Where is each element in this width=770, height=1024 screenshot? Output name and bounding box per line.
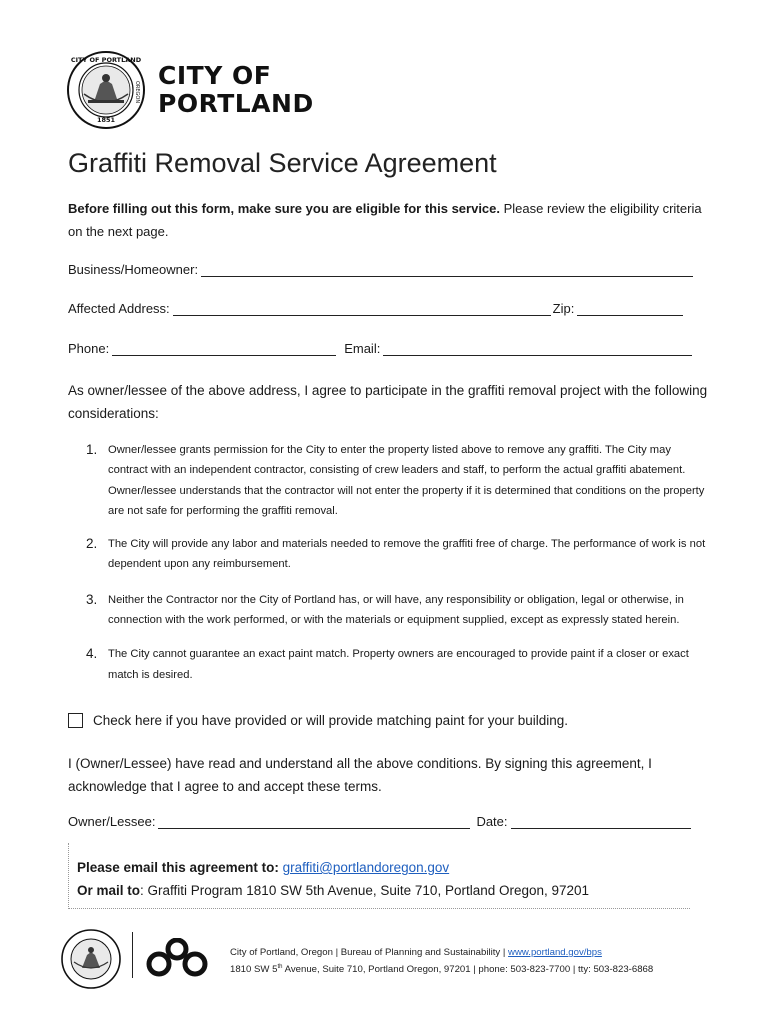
footer-line2 <box>230 960 653 977</box>
term-number: 1. <box>86 442 98 457</box>
footer-divider <box>132 932 133 978</box>
footer-seal-logo <box>60 928 122 990</box>
seal-bottom-text: OREGON <box>134 80 140 104</box>
footer-text <box>230 945 653 977</box>
footer-address-sup: th <box>277 964 283 970</box>
page-header <box>66 50 314 130</box>
terms-list <box>86 440 706 685</box>
term-text: Neither the Contractor nor the City of Portland has, or will have, any responsibility or obligation, legal or otherwise, in connection with the work performed, or with the materials or equipment supplied, except as expressly stated herein. <box>108 593 684 627</box>
intro-text <box>68 197 708 243</box>
bps-logo <box>144 938 210 978</box>
footer-address-a: 1810 SW 5 <box>230 964 278 976</box>
business-row <box>68 262 693 277</box>
owner-label: Owner/Lessee: <box>68 814 156 829</box>
business-input-line[interactable] <box>201 262 693 277</box>
term-item <box>86 440 706 521</box>
email-label: Email: <box>344 341 381 356</box>
intro-normal: Please review the eligibility criteria on the next page. <box>68 201 702 239</box>
footer-org: City of Portland, Oregon | Bureau of Planning and Sustainability | <box>230 947 509 958</box>
page-title: Graffiti Removal Service Agreement <box>68 148 497 178</box>
signature-row <box>68 814 691 829</box>
paint-checkbox-row <box>68 713 568 728</box>
email-input-line[interactable] <box>383 341 692 356</box>
phone-email-row <box>68 341 692 356</box>
acknowledgement-text: I (Owner/Lessee) have read and understand all the above conditions. By signing this agreement, I acknowledge that I agree to and accept these terms. <box>68 756 652 794</box>
footer-line1 <box>230 945 653 960</box>
term-item <box>86 644 706 685</box>
contact-box <box>68 843 690 909</box>
email-link[interactable]: graffiti@portlandoregon.gov <box>282 860 450 875</box>
org-name-line1: CITY OF <box>158 61 272 90</box>
address-input-line[interactable] <box>173 301 551 316</box>
agreement-intro: As owner/lessee of the above address, I agree to participate in the graffiti removal project with the following considerations: <box>68 383 708 421</box>
mail-instruction <box>77 879 690 902</box>
address-label: Affected Address: <box>68 301 170 316</box>
org-name <box>158 62 314 118</box>
zip-input-line[interactable] <box>577 301 683 316</box>
org-name-line2: PORTLAND <box>158 89 314 118</box>
footer-address-b: Avenue, Suite 710, Portland Oregon, 97201 | phone: 503-823-7700 | tty: 503-823-6868 <box>282 964 654 976</box>
seal-year-text: 1851 <box>96 116 116 124</box>
paint-checkbox[interactable] <box>68 713 83 728</box>
business-label: Business/Homeowner: <box>68 262 199 277</box>
zip-label: Zip: <box>552 301 575 316</box>
term-item <box>86 534 706 575</box>
email-prefix: Please email this agreement to: <box>77 860 279 875</box>
owner-signature-line[interactable] <box>158 814 470 829</box>
intro-bold: Before filling out this form, make sure you are eligible for this service. <box>68 201 501 216</box>
address-row <box>68 301 683 316</box>
date-label: Date: <box>476 814 508 829</box>
term-text: Owner/lessee grants permission for the City to enter the property listed above to remove any graffiti. The City may contract with an independent contractor, consisting of crew leaders and staff, to perform the actual graffiti abatement. Owner/lessee understands that the contractor will not enter the property if it is determined that conditions on the property are not safe for performing the graffiti removal. <box>108 444 705 517</box>
email-instruction <box>77 856 690 879</box>
mail-prefix: Or mail to <box>77 883 141 898</box>
seal-top-text: CITY OF PORTLAND <box>70 56 142 64</box>
city-seal-logo <box>66 50 146 130</box>
phone-input-line[interactable] <box>112 341 336 356</box>
date-input-line[interactable] <box>511 814 691 829</box>
term-number: 3. <box>86 591 98 607</box>
paint-checkbox-label: Check here if you have provided or will provide matching paint for your building. <box>93 713 569 728</box>
term-item <box>86 590 706 631</box>
term-text: The City cannot guarantee an exact paint match. Property owners are encouraged to provide paint if a closer or exact match is desired. <box>108 648 689 681</box>
term-number: 4. <box>86 646 98 662</box>
phone-label: Phone: <box>68 341 110 356</box>
term-text: The City will provide any labor and materials needed to remove the graffiti free of charge. The performance of work is not dependent upon any reimbursement. <box>108 538 706 571</box>
term-number: 2. <box>86 536 98 552</box>
footer-website-link[interactable]: www.portland.gov/bps <box>508 947 602 958</box>
mail-address: : Graffiti Program 1810 SW 5th Avenue, Suite 710, Portland Oregon, 97201 <box>140 883 590 898</box>
